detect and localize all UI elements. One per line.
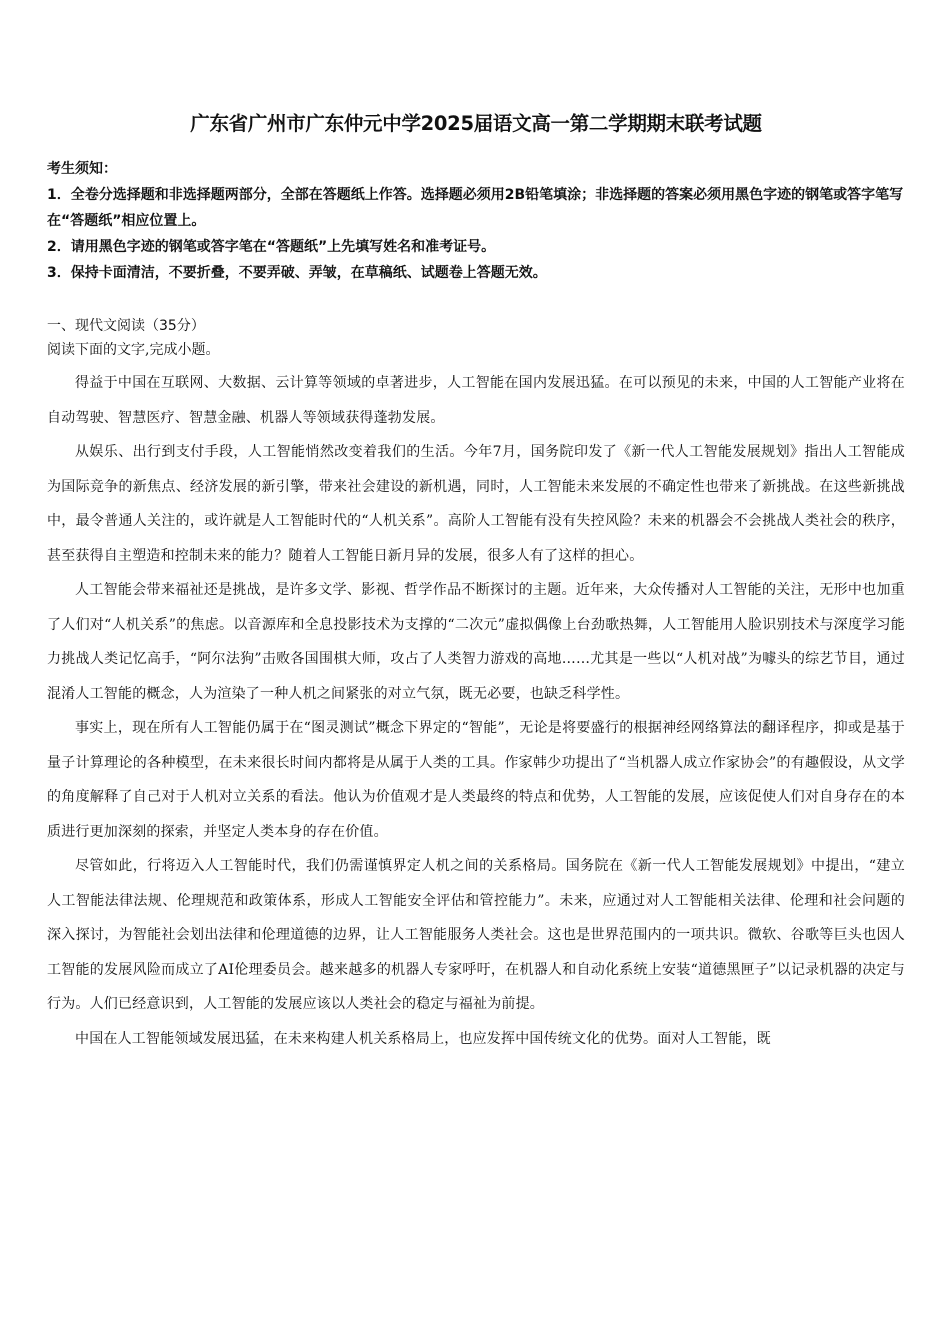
candidate-notice [47,156,905,286]
passage-paragraph-6: 中国在人工智能领域发展迅猛，在未来构建人机关系格局上，也应发挥中国传统文化的优势。面对人工智能，既 [75,1030,771,1047]
notice-item-2: 2．请用黑色字迹的钢笔或答字笔在“答题纸”上先填写姓名和准考证号。 [47,239,496,255]
reading-section [47,314,905,1056]
notice-item-1: 1．全卷分选择题和非选择题两部分，全部在答题纸上作答。选择题必须用2B铅笔填涂；非选择题的答案必须用黑色字迹的钢笔或答字笔写在“答题纸”相应位置上。 [47,187,904,229]
section-heading: 一、现代文阅读（35分） [47,318,205,334]
passage-paragraph-2: 从娱乐、出行到支付手段，人工智能悄然改变着我们的生活。今年7月，国务院印发了《新一代人工智能发展规划》指出人工智能成为国际竞争的新焦点、经济发展的新引擎，带来社会建设的新机遇，同时，人工智能未来发展的不确定性也带来了新挑战。在这些新挑战中，最令普通人关注的，或许就是人工智能时代的“人机关系”。高阶人工智能有没有失控风险？未来的机器会不会挑战人类社会的秩序，甚至获得自主塑造和控制未来的能力？随着人工智能日新月异的发展，很多人有了这样的担心。 [47,444,905,564]
section-instruction: 阅读下面的文字,完成小题。 [47,342,220,358]
passage-paragraph-1: 得益于中国在互联网、大数据、云计算等领域的卓著进步，人工智能在国内发展迅猛。在可以预见的未来，中国的人工智能产业将在自动驾驶、智慧医疗、智慧金融、机器人等领域获得蓬勃发展。 [47,375,905,426]
exam-page [47,108,905,1056]
notice-heading: 考生须知： [47,161,117,177]
exam-title: 广东省广州市广东仲元中学2025届语文高一第二学期期末联考试题 [190,112,762,135]
passage-paragraph-5: 尽管如此，行将迈入人工智能时代，我们仍需谨慎界定人机之间的关系格局。国务院在《新一代人工智能发展规划》中提出，“建立人工智能法律法规、伦理规范和政策体系，形成人工智能安全评估和管控能力”。未来，应通过对人工智能相关法律、伦理和社会问题的深入探讨，为智能社会划出法律和伦理道德的边界，让人工智能服务人类社会。这也是世界范围内的一项共识。微软、谷歌等巨头也因人工智能的发展风险而成立了AI伦理委员会。越来越多的机器人专家呼吁，在机器人和自动化系统上安装“道德黑匣子”以记录机器的决定与行为。人们已经意识到，人工智能的发展应该以人类社会的稳定与福祉为前提。 [47,858,905,1012]
passage-paragraph-3: 人工智能会带来福祉还是挑战，是许多文学、影视、哲学作品不断探讨的主题。近年来，大众传播对人工智能的关注，无形中也加重了人们对“人机关系”的焦虑。以音源库和全息投影技术为支撑的“二次元”虚拟偶像上台劲歌热舞，人工智能用人脸识别技术与深度学习能力挑战人类记忆高手，“阿尔法狗”击败各国围棋大师，攻占了人类智力游戏的高地……尤其是一些以“人机对战”为噱头的综艺节目，通过混淆人工智能的概念，人为渲染了一种人机之间紧张的对立气氛，既无必要，也缺乏科学性。 [47,582,905,702]
passage-paragraph-4: 事实上，现在所有人工智能仍属于在“图灵测试”概念下界定的“智能”，无论是将要盛行的根据神经网络算法的翻译程序，抑或是基于量子计算理论的各种模型，在未来很长时间内都将是从属于人类的工具。作家韩少功提出了“当机器人成立作家协会”的有趣假设，从文学的角度解释了自己对于人机对立关系的看法。他认为价值观才是人类最终的特点和优势，人工智能的发展，应该促使人们对自身存在的本质进行更加深刻的探索，并坚定人类本身的存在价值。 [47,720,905,840]
notice-item-3: 3．保持卡面清洁，不要折叠，不要弄破、弄皱，在草稿纸、试题卷上答题无效。 [47,265,547,281]
